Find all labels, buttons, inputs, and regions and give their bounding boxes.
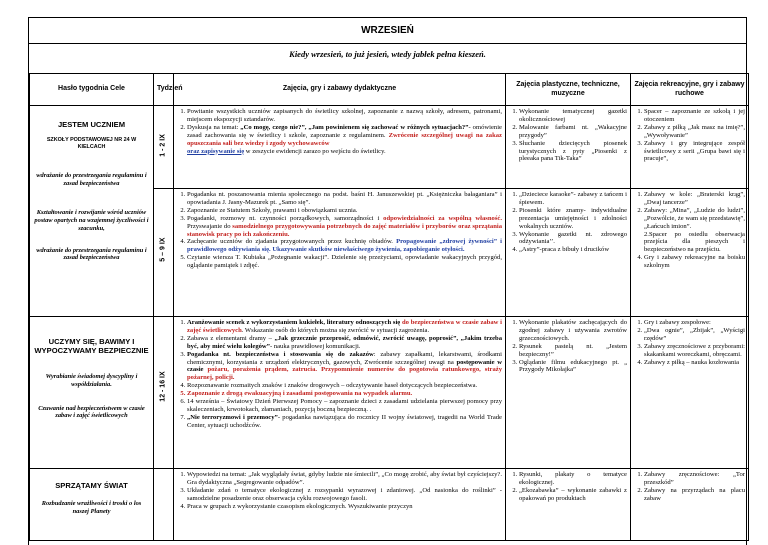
zajecia-cell [174, 106, 506, 189]
week-label: 1 - 2 IX [159, 133, 167, 157]
hasla-cell [30, 469, 154, 541]
list-item: 1. Rysunki, plakaty o tematyce ekologicznej. [519, 471, 627, 487]
goal-text: Wyrabianie świadomej dyscypliny i współdziałania. [45, 373, 138, 388]
plastyczne-cell [506, 317, 631, 469]
list-item: 4. Praca w grupach z wykorzystanie czasopism ekologicznych. Wyszukiwanie przyczyn [187, 503, 502, 511]
rekreacyjne-cell [631, 106, 749, 189]
theme-title: UCZYMY SIĘ, BAWIMY I WYPOCZYWAMY BEZPIECZNIE [34, 337, 149, 356]
list-item: 3. Zabawy zręcznościowe z przyborami: skakankami woreczkami, obręczami. [644, 343, 745, 359]
plastyczne-cell [506, 469, 631, 541]
header-row [30, 74, 749, 106]
zajecia-cell [174, 189, 506, 317]
list-item: 3. Wykonanie gazetki nt. zdrowego odżywiania’’. [519, 231, 627, 247]
list-item: 2.Spacer po osiedlu obserwacja przejścia dla pieszych i bezpieczeństwo na przejściu. [644, 230, 745, 254]
week-cell [154, 469, 174, 541]
table-row [30, 317, 749, 469]
list-item: 2. Zabawa z elementami dramy – „Jak grzecznie przeprosić, odmówić, zwrócić uwagę, poprosić”, „Jakim trzeba być, aby mieć wielu kolegów”- nauka prawidłowej komunikacji. [187, 335, 502, 351]
week-label: 12 - 16 IX [159, 371, 167, 402]
rekreacyjne-cell [631, 317, 749, 469]
theme-title: SPRZĄTAMY ŚWIAT [55, 481, 128, 490]
list-item: 3. Zabawy i gry integrujące zespół świetlicowy z serii „Grupa bawi się i pracuje”, [644, 140, 745, 164]
list-item: 4. Zachęcanie uczniów do zjadania przygotowanych przez kuchnię obiadów. Propagowanie „zdrowej żywności” i prawidłowego odżywiania się. Ukazywanie skutków niewłaściwego żywienia, zapobieganie otyłości. [187, 238, 502, 254]
list-item: 1. Aranżowanie scenek z wykorzystaniem kukiełek, literatury odnoszących się do bezpieczeństwa w czasie zabaw i zajęć świetlicowych. Wskazanie osób do których można się zwrócić w sytuacji zagrożenia. [187, 319, 502, 335]
week-cell [154, 189, 174, 317]
list-item: 5. Czytanie wiersza T. Kubiaka „Pożegnanie wakacji”. Dzielenie się przeżyciami, opowiadanie wakacyjnych przygód, oglądanie pamiątek i zdjęć. [187, 254, 502, 270]
plastyczne-cell [506, 189, 631, 317]
list-item: 1. Pogadanka nt. poszanowania mienia społecznego na podst. baśni H. Januszewskiej pt. „Księżniczka bałaganiara” i opowiadania J. Jasny-Mazurek pt. „Samo się”. [187, 191, 502, 207]
rekreacyjne-cell [631, 189, 749, 317]
list-item: 3. Oglądanie filmu edukacyjnego pt. „ Przygody Mikołajka” [519, 359, 627, 375]
header-plastyczne: Zajęcia plastyczne, techniczne, muzyczne [506, 74, 631, 106]
list-item: 4. Rozpoznawanie rozmaitych znaków i znaków drogowych – odczytywanie haseł dotyczących bezpieczeństwa. [187, 382, 502, 390]
list-item: 1. Wykonanie tematycznej gazetki okolicznościowej [519, 108, 627, 124]
list-item: 2. Zabawy na przyrządach na placu zabaw [644, 487, 745, 503]
goal-text: wdrażanie do przestrzegania regulaminu i zasad bezpieczeństwa [36, 246, 147, 262]
plastyczne-cell [506, 106, 631, 189]
header-hasla: Hasło tygodnia Cele [30, 74, 154, 106]
list-item: 4. Gry i zabawy rekreacyjne na boisku szkolnym [644, 254, 745, 270]
zajecia-cell [174, 317, 506, 469]
goal-text: Kształtowanie i rozwijanie wśród uczniów postaw opartych na wzajemnej życzliwości i szacunku, [34, 209, 149, 232]
goal-text: wdrażanie do przestrzegania regulaminu i zasad bezpieczeństwa [36, 172, 147, 187]
document-frame [28, 17, 747, 545]
motto: Kiedy wrzesień, to już jesień, wtedy jabłek pełna kieszeń. [289, 49, 486, 59]
list-item: 1. Wypowiedzi na temat: „Jak wyglądały świat, gdyby ludzie nie śmiecili”, „Co mogę zrobić, aby świat był czyściejszy?. Gra dydaktyczna „Segregowanie odpadów”. [187, 471, 502, 487]
list-item: 4. Zabawy z piłką – nauka kozłowania [644, 359, 745, 367]
header-tydzien: Tydzień [154, 74, 174, 106]
header-rekreacyjne: Zajęcia rekreacyjne, gry i zabawy ruchowe [631, 74, 749, 106]
list-item: 2. „Ekozabawka” – wykonanie zabawki z opakowań po produktach [519, 487, 627, 503]
list-item: 4. „Astry”-praca z bibuły i drucików [519, 246, 627, 254]
table-row [30, 469, 749, 541]
list-item: 1. Wykonanie plakatów zachęcających do zgodnej zabawy i używania zwrotów grzecznościowych. [519, 319, 627, 343]
plan-table [29, 73, 749, 541]
zajecia-cell [174, 469, 506, 541]
list-item: 1. Spacer – zapoznanie ze szkołą i jej otoczeniem [644, 108, 745, 124]
list-item: 3. Pogadanki, rozmowy nt. czynności porządkowych, samorządności i odpowiedzialności za wspólną własność. Przyswajanie do samodzielnego przygotowywania potrzebnych do zajęć materiałów i przyborów oraz sprzątania stanowisk pracy po ich zakończeniu. [187, 215, 502, 239]
list-item: 1. Gry i zabawy zespołowe: [644, 319, 745, 327]
list-item: 2. Malowanie farbami nt. „Wakacyjne przygody” [519, 124, 627, 140]
list-item: 6. 14 września – Światowy Dzień Pierwszej Pomocy – zapoznanie dzieci z zasadami udzielania pierwszej pomocy przy skaleczeniach, krwotokach, złamaniach, pozycją boczną bezpieczną. . [187, 398, 502, 414]
hasla-cell [30, 106, 154, 317]
list-item: 2. Dyskusja na temat: „Co mogę, czego nie?”, „Jam powinienem się zachować w różnych sytuacjach?”- omówienie zasad zachowania się w świetlicy i szkole, zapoznanie z regulaminem. Zwrócenie szczególnej uwagi na zakaz opuszczania sali bez wiedzy i zgody wychowawców oraz zapisywanie się w zeszycie ewidencji zarazo po wejściu do świetlicy. [187, 124, 502, 156]
theme-title: JESTEM UCZNIEM [57, 120, 126, 129]
list-item: 3. Słuchanie dziecięcych piosenek turystycznych z pyty „Piosenki z pleeaka pana Tik-Taka” [519, 140, 627, 164]
list-item: 2. Rysunek pastelą nt. „Jestem bezpieczny!” [519, 343, 627, 359]
goal-text: Rozbudzanie wrażliwości i troski o los naszej Planety [41, 500, 142, 515]
hasla-cell [30, 317, 154, 469]
list-item: 3. Układanie zdań o tematyce ekologicznej z rozsypanki wyrazowej i zdaniowej. „Od nasionka do roślinki” - samodzielne posadzenie oraz obserwacja cyklu rozwojowego fasoli. [187, 487, 502, 503]
list-item: 2. Piosenki które znamy- indywidualne prezentacja umiejętności i zdolności wokalnych uczniów. [519, 207, 627, 231]
title-divider [29, 43, 746, 44]
goal-text: Czuwanie nad bezpieczeństwem w czasie zabaw i zajęć świetlicowych [38, 404, 145, 420]
header-zajecia: Zajęcia, gry i zabawy dydaktyczne [174, 74, 506, 106]
week-label: 5 – 9 IX [159, 237, 167, 262]
table-row [30, 106, 749, 189]
list-item: 1. Zabawy w kole: „Braterski krąg”, „Dwaj tancerze” [644, 191, 745, 207]
list-item: 2. Zabawy z piłką „Jak masz na imię?”, „Wywoływanie” [644, 124, 745, 140]
list-item: 2. Zapoznanie ze Statutem Szkoły, prawami i obowiązkami ucznia. [187, 207, 502, 215]
week-cell [154, 106, 174, 189]
page-title: WRZESIEŃ [361, 25, 414, 36]
list-item: 1. Zabawy zręcznościowe: „Tor przeszkód” [644, 471, 745, 487]
rekreacyjne-cell [631, 469, 749, 541]
list-item: 3. Pogadanka nt. bezpieczeństwa i stosowania się do zakazów: zabawy zapałkami, lekarstwami, środkami chemicznymi, korzystania z urządzeń elektrycznych, gazowych, Zwrócenie szczególnej uwagi na postępowanie w czasie pożaru, porażenia prądem, zatrucia. Przypomnienie numerów do pogotowia ratunkowego, straży pożarnej, policji. [187, 351, 502, 383]
list-item: 1. „Dzieciece karaoke”- zabawy z tańcem i śpiewem. [519, 191, 627, 207]
week-cell [154, 317, 174, 469]
list-item: 2. Zabawy: „Mina”, „Ludzie do ludzi”, „Pozwólcie, że wam się przedstawię”, „Łańcuch imion”. [644, 207, 745, 231]
list-item: 5. Zapoznanie z drogą ewakuacyjną i zasadami postępowania na wypadek alarmu. [187, 390, 502, 398]
list-item: 7. „Nie terroryzmowi i przemocy”- pogadanka nawiązująca do rocznicy II wojny światowej, tragedii na World Trade Center, sytuacji uchodźców. [187, 414, 502, 430]
list-item: 1. Powitanie wszystkich uczniów zapisanych do świetlicy szkolnej, zapoznanie z nazwą szkoły, adresem, patronami, miejscem ekspozycji sztandarów. [187, 108, 502, 124]
theme-subtitle: SZKOŁY PODSTAWOWEJ NR 24 W KIELCACH [46, 137, 137, 150]
list-item: 2. „Dwa ognie”, „Zbijak”, „Wyścigi rzędów” [644, 327, 745, 343]
